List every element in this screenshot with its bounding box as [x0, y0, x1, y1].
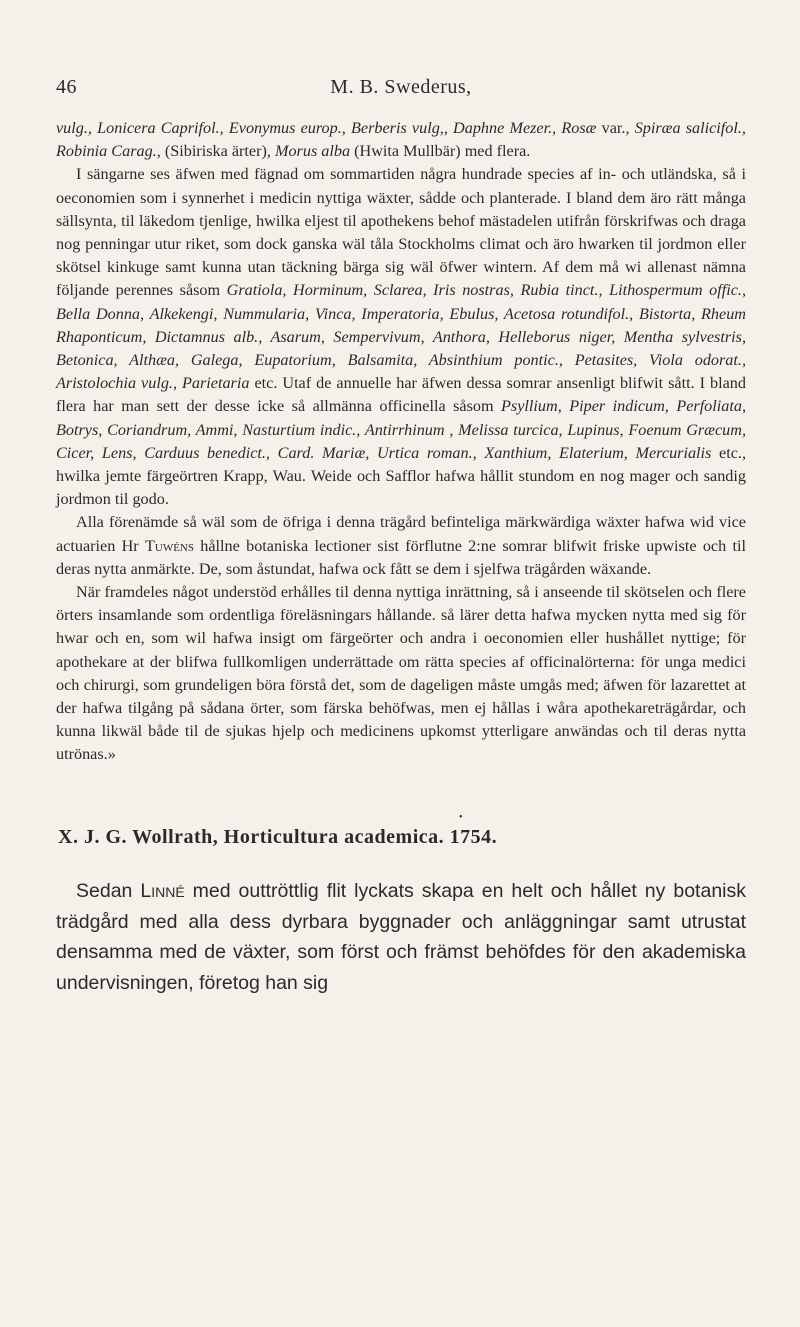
- section-text: [56, 876, 746, 998]
- page-header: [56, 76, 746, 106]
- paragraph: Sedan Linné med outtröttlig flit lyckats skapa en helt och hållet ny botanisk trädgård med alla dess dyrbara byggnader och anläggningar samt utrustat densamma med de växter, som först och främst behöfdes för den akademiska undervisningen, företog han sig: [56, 880, 746, 994]
- paragraph: vulg., Lonicera Caprifol., Evonymus europ., Berberis vulg,, Daphne Mezer., Rosæ var., Spiræa salicifol., Robinia Carag., (Sibiriska ärter), Morus alba (Hwita Mullbär) med flera.: [56, 119, 746, 161]
- paragraph: När framdeles något understöd erhålles til denna nyttiga inrättning, så i anseende til skötselen och flere örters insamlande som ordentliga föreläsningars hållande. så lärer detta hafwa mycken nytta med sig för hwar och en, som wil hafwa insigt om färgeörter och andra i oeconomien eller hushållet nyttige; för apothekare at der blifwa fullkomligen underrättade om rätta species af officinalörterna: för unga medici och chirurgi, som grundeligen böra förstå det, som de dageligen måste umgås med; äfwen för lazarettet at der hafwa tilgång på sådana örter, som färska behöfwas, men ej hållas i wåra apothekareträgårdar, och kunna likwäl både til de sjukas hjelp och medicinens upkomst ytterligare anwändas och til deras nytta utrönas.»: [56, 583, 746, 764]
- paragraph: Alla förenämde så wäl som de öfriga i denna trägård befinteliga märkwärdiga wäxter hafwa wid vice actuarien Hr Tuwéns hållne botaniska lectioner sist förflutne 2:ne somrar blifwit friske upwiste och til deras nytta anmärkte. De, som åstundat, hafwa ock fått se dem i sjelfwa trägården wäxande.: [56, 513, 746, 578]
- running-title: M. B. Swederus,: [330, 76, 472, 98]
- ornament-dot: •: [459, 812, 463, 823]
- paragraph: I sängarne ses äfwen med fägnad om sommartiden några hundrade species af in- och utländska, så i oeconomien som i synnerhet i medicin nyttiga wäxter, sådde och planterade. I bland dem äro rätt många sällsynta, til läkedom tjenlige, hwilka eljest til apothekens behof mästadelen utifrån förskrifwas och draga nog penningar utur riket, som dock ganska wäl tåla Stockholms climat och äro hwarken til jordmon eller skötsel kinkuge samt kunna utan täckning bärga sig wäl öfwer wintern. Af dem må wi allenast nämna följande perennes såsom Gratiola, Horminum, Sclarea, Iris nostras, Rubia tinct., Lithospermum offic., Bella Donna, Alkekengi, Nummularia, Vinca, Imperatoria, Ebulus, Acetosa rotundifol., Bistorta, Rheum Rhaponticum, Dictamnus alb., Asarum, Sempervivum, Anthora, Helleborus niger, Mentha sylvestris, Betonica, Althæa, Galega, Eupatorium, Balsamita, Absinthium pontic., Petasites, Viola odorat., Aristolochia vulg., Parietaria etc. Utaf de annuelle har äfwen dessa somrar ansenligt blifwit sått. I bland flera har man sett der desse icke så allmänna officinella såsom Psyllium, Piper indicum, Perfoliata, Botrys, Coriandrum, Ammi, Nasturtium indic., Antirrhinum , Melissa turcica, Lupinus, Foenum Græcum, Cicer, Lens, Carduus benedict., Card. Mariæ, Urtica roman., Xanthium, Elaterium, Mercurialis etc., hwilka jemte färgeörtren Krapp, Wau. Weide och Safflor hafwa hållit stundom en nog mager och sandig jordmon til godo.: [56, 165, 747, 509]
- body-text: [56, 117, 746, 767]
- section-heading: X. J. G. Wollrath, Horticultura academica. 1754.: [58, 826, 498, 848]
- page-number: 46: [56, 76, 77, 98]
